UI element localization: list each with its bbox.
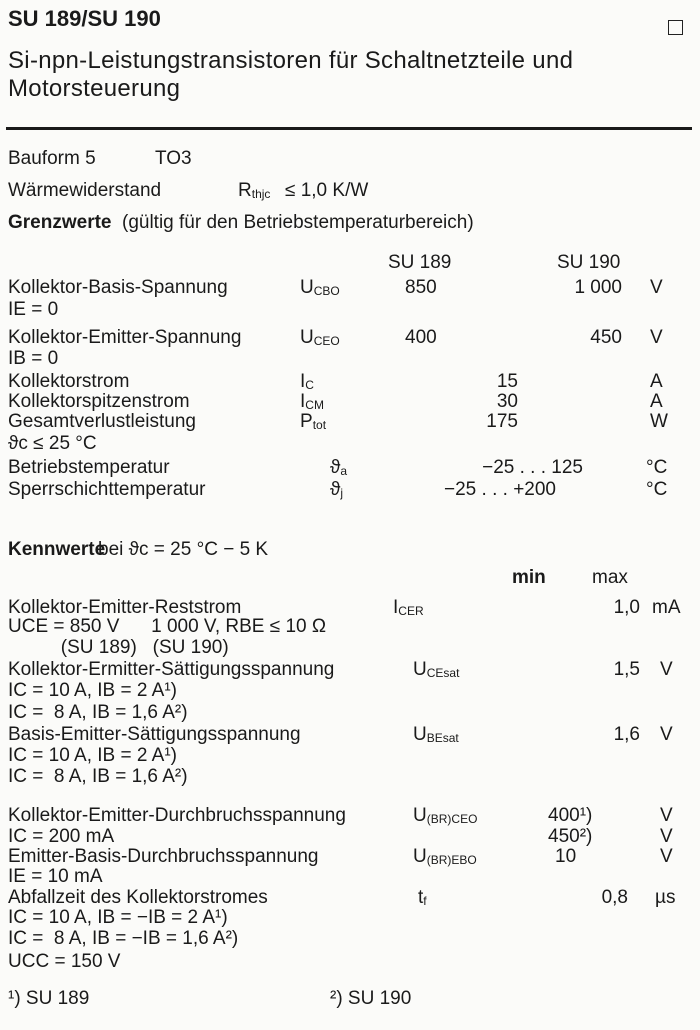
- limit-unit: V: [650, 277, 663, 298]
- thermal-label: Wärmewiderstand: [8, 180, 162, 201]
- value-min: 400¹): [548, 805, 593, 826]
- checkbox-icon: [668, 20, 683, 35]
- characteristic-condition: IC = 10 A, IB = 2 A¹): [8, 680, 177, 701]
- characteristic-symbol: [413, 659, 459, 682]
- symbol-main: U: [300, 277, 314, 298]
- limit-label: Kollektorstrom: [8, 371, 130, 392]
- characteristic-label: Kollektor-Emitter-Durchbruchsspannung: [8, 805, 346, 826]
- characteristic-unit: mA: [652, 597, 681, 618]
- limit-condition: IB = 0: [8, 348, 59, 369]
- characteristic-unit: µs: [655, 887, 676, 908]
- characteristic-label: Kollektor-Ermitter-Sättigungsspannung: [8, 659, 335, 680]
- limit-label: Kollektor-Emitter-Spannung: [8, 327, 242, 348]
- characteristic-symbol: [418, 887, 427, 910]
- characteristic-unit: V: [660, 826, 673, 847]
- characteristics-heading-note: bei ϑc = 25 °C − 5 K: [98, 539, 269, 560]
- symbol-main: U: [413, 724, 427, 745]
- symbol-main: P: [300, 411, 313, 432]
- limit-condition: IE = 0: [8, 299, 59, 320]
- package-label: Bauform 5: [8, 148, 96, 169]
- limit-value: −25 . . . 125: [482, 457, 583, 478]
- limit-unit: A: [650, 391, 663, 412]
- limit-label: Gesamtverlustleistung: [8, 411, 196, 432]
- characteristic-unit: V: [660, 724, 673, 745]
- characteristic-label: Basis-Emitter-Sättigungsspannung: [8, 724, 301, 745]
- col-su189: SU 189: [388, 252, 452, 273]
- symbol-subscript: j: [340, 486, 344, 500]
- limit-unit: °C: [646, 457, 668, 478]
- characteristic-condition: UCC = 150 V: [8, 951, 121, 972]
- symbol-subscript: a: [340, 464, 348, 478]
- limit-symbol: [300, 277, 340, 300]
- characteristic-unit: V: [660, 659, 673, 680]
- limit-value: 15: [496, 371, 518, 392]
- limit-symbol: [300, 411, 326, 434]
- symbol-main: ϑ: [330, 457, 341, 478]
- header-rule: [6, 127, 692, 130]
- symbol-main: ϑ: [330, 479, 341, 500]
- symbol-subscript: tot: [312, 418, 327, 432]
- value-min: 450²): [548, 826, 593, 847]
- value-su190: 1 000: [574, 277, 622, 298]
- limit-unit: °C: [646, 479, 668, 500]
- characteristic-label: Emitter-Basis-Durchbruchsspannung: [8, 846, 319, 867]
- symbol-subscript: BEsat: [426, 731, 459, 745]
- symbol-main: U: [413, 659, 427, 680]
- characteristic-symbol: [413, 724, 459, 747]
- limit-unit: A: [650, 371, 663, 392]
- characteristic-label: Abfallzeit des Kollektorstromes: [8, 887, 268, 908]
- limit-label: Betriebstemperatur: [8, 457, 170, 478]
- col-su190: SU 190: [557, 252, 621, 273]
- symbol-main: t: [418, 887, 424, 908]
- limit-symbol: [330, 457, 347, 480]
- limits-heading: Grenzwerte: [8, 212, 112, 233]
- symbol-subscript: f: [423, 894, 427, 908]
- characteristic-unit: V: [660, 846, 673, 867]
- value-su189: 850: [405, 277, 437, 298]
- symbol-main: U: [413, 846, 427, 867]
- value-max: 1,5: [613, 659, 640, 680]
- characteristic-condition: IC = 10 A, IB = 2 A¹): [8, 745, 177, 766]
- col-max: max: [592, 567, 628, 588]
- limit-value: −25 . . . +200: [444, 479, 556, 500]
- footnote: ²) SU 190: [330, 988, 412, 1009]
- limit-value: 30: [496, 391, 518, 412]
- characteristic-condition: IC = 8 A, IB = 1,6 A²): [8, 766, 188, 787]
- characteristic-condition: IE = 10 mA: [8, 866, 103, 887]
- limit-label: Sperrschichttemperatur: [8, 479, 206, 500]
- page-subtitle: Si-npn-Leistungstransistoren für Schaltnetzteile und: [8, 47, 574, 74]
- characteristic-condition: IC = 10 A, IB = −IB = 2 A¹): [8, 907, 228, 928]
- characteristic-condition: (SU 189) (SU 190): [8, 637, 229, 658]
- value-max: 1,6: [613, 724, 640, 745]
- symbol-subscript: C: [305, 378, 314, 392]
- characteristic-symbol: [413, 805, 477, 828]
- symbol-subscript: CBO: [313, 284, 340, 298]
- footnote: ¹) SU 189: [8, 988, 90, 1009]
- symbol-subscript: CEO: [313, 334, 340, 348]
- characteristic-symbol: [413, 846, 477, 869]
- value-max: 1,0: [613, 597, 640, 618]
- characteristic-condition: UCE = 850 V 1 000 V, RBE ≤ 10 Ω: [8, 616, 327, 637]
- package-value: TO3: [155, 148, 192, 169]
- characteristic-condition: IC = 8 A, IB = −IB = 1,6 A²): [8, 928, 239, 949]
- symbol-main: R: [238, 180, 252, 201]
- characteristic-condition: IC = 200 mA: [8, 826, 115, 847]
- characteristic-label: Kollektor-Emitter-Reststrom: [8, 597, 242, 618]
- limit-condition: ϑc ≤ 25 °C: [8, 433, 97, 454]
- value-su189: 400: [405, 327, 437, 348]
- symbol-main: I: [393, 597, 399, 618]
- thermal-value: ≤ 1,0 K/W: [285, 180, 369, 201]
- symbol-main: I: [300, 371, 306, 392]
- characteristic-unit: V: [660, 805, 673, 826]
- value-max: 0,8: [601, 887, 628, 908]
- symbol-main: I: [300, 391, 306, 412]
- characteristics-heading: Kennwerte: [8, 539, 106, 560]
- page-subtitle: Motorsteuerung: [8, 75, 181, 102]
- limit-symbol: [300, 327, 340, 350]
- symbol-subscript: CEsat: [426, 666, 460, 680]
- symbol-subscript: (BR)CEO: [426, 812, 478, 826]
- value-su190: 450: [590, 327, 622, 348]
- limit-value: 175: [486, 411, 518, 432]
- limit-unit: W: [650, 411, 668, 432]
- limit-label: Kollektorspitzenstrom: [8, 391, 190, 412]
- thermal-symbol: [238, 180, 270, 203]
- value-min: 10: [555, 846, 577, 867]
- col-min: min: [512, 567, 546, 588]
- characteristic-symbol: [393, 597, 424, 620]
- limits-heading-note: (gültig für den Betriebstemperaturbereich): [122, 212, 474, 233]
- symbol-subscript: CM: [305, 398, 324, 412]
- symbol-subscript: CER: [398, 604, 424, 618]
- symbol-subscript: (BR)EBO: [426, 853, 477, 867]
- symbol-main: U: [300, 327, 314, 348]
- limit-symbol: [330, 479, 343, 502]
- page-title: SU 189/SU 190: [8, 6, 161, 31]
- characteristic-condition: IC = 8 A, IB = 1,6 A²): [8, 702, 188, 723]
- symbol-subscript: thjc: [251, 187, 271, 201]
- limit-unit: V: [650, 327, 663, 348]
- symbol-main: U: [413, 805, 427, 826]
- limit-label: Kollektor-Basis-Spannung: [8, 277, 228, 298]
